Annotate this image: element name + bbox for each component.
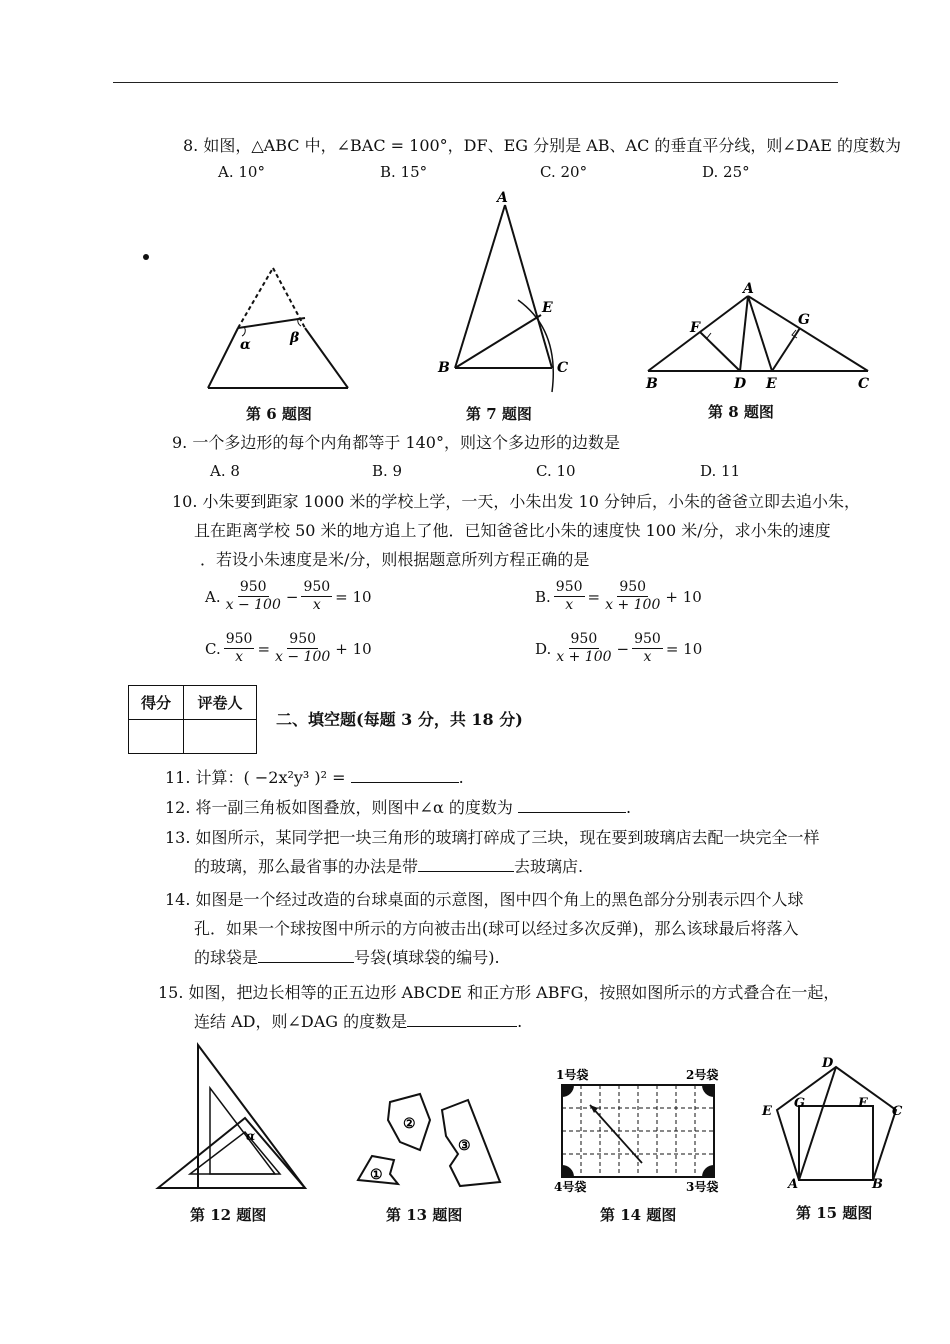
- q10-option-b: B. $\frac{950}{x}$ = $\frac{950}{x + 100}$ + 10: [535, 579, 702, 613]
- fig7-label-a: A: [497, 190, 508, 206]
- q11-answer-blank[interactable]: [351, 768, 459, 783]
- q12: 12. 将一副三角板如图叠放，则图中∠α 的度数为 .: [165, 798, 632, 817]
- fig13-label-1: ①: [370, 1167, 383, 1183]
- fig14-label-bag4: 4号袋: [554, 1180, 587, 1194]
- fig15-label-b: B: [872, 1177, 883, 1192]
- figure-12: [150, 1040, 315, 1195]
- fig8-label-g: G: [798, 312, 810, 328]
- q13-line2: 的玻璃，那么最省事的办法是带 去玻璃店.: [194, 857, 584, 876]
- grader-label: 评卷人: [184, 686, 257, 720]
- fig8-label-c: C: [858, 376, 870, 392]
- fig12-label-alpha: α: [246, 1129, 256, 1143]
- header-rule: [113, 82, 838, 83]
- fig15-label-a: A: [788, 1177, 799, 1192]
- q13-line1: 13. 如图所示，某同学把一块三角形的玻璃打碎成了三块，现在要到玻璃店去配一块完全一样: [165, 828, 820, 847]
- stray-dot: [143, 254, 149, 260]
- q9-option-a: A. 8: [210, 462, 240, 480]
- q12-answer-blank[interactable]: [518, 798, 626, 813]
- q11: 11. 计算：( −2x²y³ )² = .: [165, 768, 464, 787]
- q14-answer-blank[interactable]: [258, 948, 354, 963]
- fig6-label-alpha: α: [240, 337, 251, 353]
- fig14-label-bag2: 2号袋: [686, 1068, 719, 1082]
- fig8-label-a: A: [743, 281, 754, 297]
- q8-option-d: D. 25°: [702, 163, 750, 181]
- fig13-caption: 第 13 题图: [386, 1206, 463, 1224]
- fig13-label-2: ②: [403, 1116, 416, 1132]
- q10-option-a: A. $\frac{950}{x - 100}$ − $\frac{950}{x}$ = 10: [205, 579, 372, 613]
- fig15-label-f: F: [858, 1096, 868, 1111]
- figure-13: [350, 1090, 510, 1195]
- fig7-label-b: B: [438, 360, 450, 376]
- q10-option-c: C. $\frac{950}{x}$ = $\frac{950}{x - 100}$ + 10: [205, 631, 372, 665]
- fig7-caption: 第 7 题图: [466, 405, 532, 423]
- score-label: 得分: [129, 686, 184, 720]
- q10-line3: ．若设小朱速度是米/分，则根据题意所列方程正确的是: [200, 550, 590, 569]
- q10-option-d: D. $\frac{950}{x + 100}$ − $\frac{950}{x}$ = 10: [535, 631, 703, 665]
- fig8-label-b: B: [646, 376, 658, 392]
- q15-line2: 连结 AD，则∠DAG 的度数是 .: [194, 1012, 523, 1031]
- score-table: [128, 685, 257, 754]
- fig15-caption: 第 15 题图: [796, 1204, 873, 1222]
- figure-14: [550, 1065, 730, 1195]
- fig15-label-e: E: [762, 1104, 772, 1119]
- section2-title: 二、填空题(每题 3 分，共 18 分): [276, 710, 523, 729]
- q14-line3: 的球袋是 号袋(填球袋的编号).: [194, 948, 500, 967]
- fig7-label-c: C: [557, 360, 569, 376]
- figure-15: [760, 1055, 910, 1190]
- q14-line2: 孔．如果一个球按图中所示的方向被击出(球可以经过多次反弹)，那么该球最后将落入: [194, 919, 799, 938]
- q8-option-c: C. 20°: [540, 163, 588, 181]
- q8-option-a: A. 10°: [218, 163, 265, 181]
- fig7-label-e: E: [542, 300, 553, 316]
- fig6-caption: 第 6 题图: [246, 405, 312, 423]
- q10-line1: 10. 小朱要到距家 1000 米的学校上学，一天，小朱出发 10 分钟后，小朱的爸爸立即去追小朱，: [172, 492, 860, 511]
- figure-6: [200, 260, 360, 395]
- figure-8: [640, 278, 880, 393]
- fig15-label-d: D: [822, 1056, 834, 1071]
- fig15-label-c: C: [892, 1104, 903, 1119]
- fig8-label-f: F: [690, 320, 700, 336]
- q13-answer-blank[interactable]: [418, 857, 514, 872]
- fig14-caption: 第 14 题图: [600, 1206, 677, 1224]
- fig8-label-e: E: [766, 376, 777, 392]
- q10-line2: 且在距离学校 50 米的地方追上了他．已知爸爸比小朱的速度快 100 米/分，求小朱的速度: [194, 521, 831, 540]
- q14-line1: 14. 如图是一个经过改造的台球桌面的示意图，图中四个角上的黑色部分分别表示四个人球: [165, 890, 804, 909]
- q9-option-c: C. 10: [536, 462, 576, 480]
- q9-option-d: D. 11: [700, 462, 741, 480]
- q8-text: 8. 如图，△ABC 中，∠BAC = 100°，DF、EG 分别是 AB、AC 的垂直平分线，则∠DAE 的度数为: [183, 136, 901, 155]
- q9-text: 9. 一个多边形的每个内角都等于 140°，则这个多边形的边数是: [172, 433, 620, 452]
- grader-cell[interactable]: [184, 720, 257, 754]
- fig15-label-g: G: [794, 1096, 806, 1111]
- fig13-label-3: ③: [458, 1138, 471, 1154]
- q15-answer-blank[interactable]: [407, 1012, 517, 1027]
- fig8-label-d: D: [734, 376, 747, 392]
- fig8-caption: 第 8 题图: [708, 403, 774, 421]
- fig14-label-bag3: 3号袋: [686, 1180, 719, 1194]
- score-cell[interactable]: [129, 720, 184, 754]
- figure-7: [430, 190, 580, 395]
- q15-line1: 15. 如图，把边长相等的正五边形 ABCDE 和正方形 ABFG，按照如图所示的方式叠合在一起，: [158, 983, 840, 1002]
- fig14-label-bag1: 1号袋: [556, 1068, 589, 1082]
- fig6-label-beta: β: [290, 330, 300, 346]
- q9-option-b: B. 9: [372, 462, 403, 480]
- q8-option-b: B. 15°: [380, 163, 428, 181]
- fig12-caption: 第 12 题图: [190, 1206, 267, 1224]
